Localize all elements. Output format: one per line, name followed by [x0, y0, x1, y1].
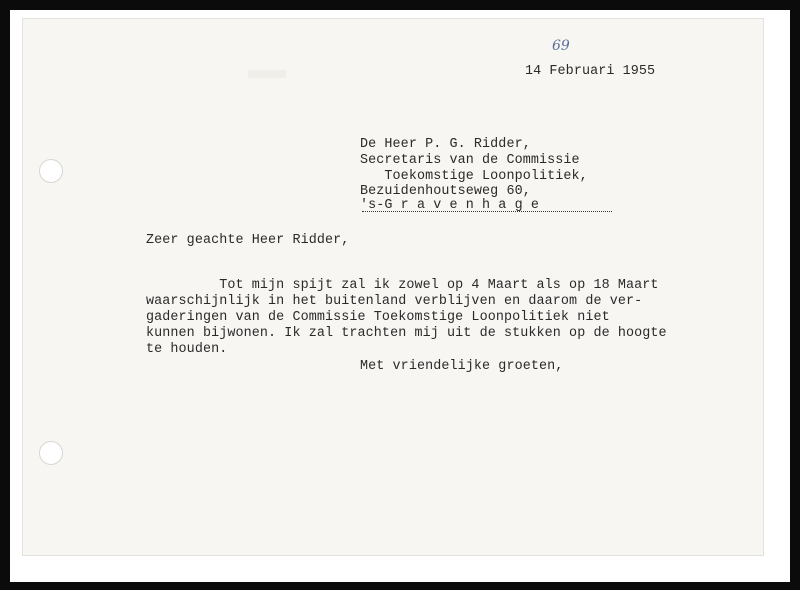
body-line-2: waarschijnlijk in het buitenland verblijven en daarom de ver-	[146, 294, 643, 309]
body-line-4: kunnen bijwonen. Ik zal trachten mij uit de stukken op de hoogte	[146, 326, 667, 341]
closing: Met vriendelijke groeten,	[360, 359, 564, 374]
address-line-3: Toekomstige Loonpolitiek,	[360, 169, 588, 184]
punch-hole-bottom	[39, 441, 63, 465]
handwritten-page-number: 69	[552, 38, 570, 54]
body-line-1: Tot mijn spijt zal ik zowel op 4 Maart als op 18 Maart	[146, 278, 659, 293]
body-line-3: gaderingen van de Commissie Toekomstige Loonpolitiek niet	[146, 310, 610, 325]
salutation: Zeer geachte Heer Ridder,	[146, 233, 350, 248]
address-line-1: De Heer P. G. Ridder,	[360, 137, 531, 152]
address-line-5: 's-G r a v e n h a g e	[360, 198, 539, 213]
city-underline	[362, 211, 612, 212]
address-line-4: Bezuidenhoutseweg 60,	[360, 184, 531, 199]
paper-smudge	[248, 70, 286, 78]
body-line-5: te houden.	[146, 342, 228, 357]
letter-date: 14 Februari 1955	[525, 64, 656, 79]
punch-hole-top	[39, 159, 63, 183]
address-line-2: Secretaris van de Commissie	[360, 153, 580, 168]
